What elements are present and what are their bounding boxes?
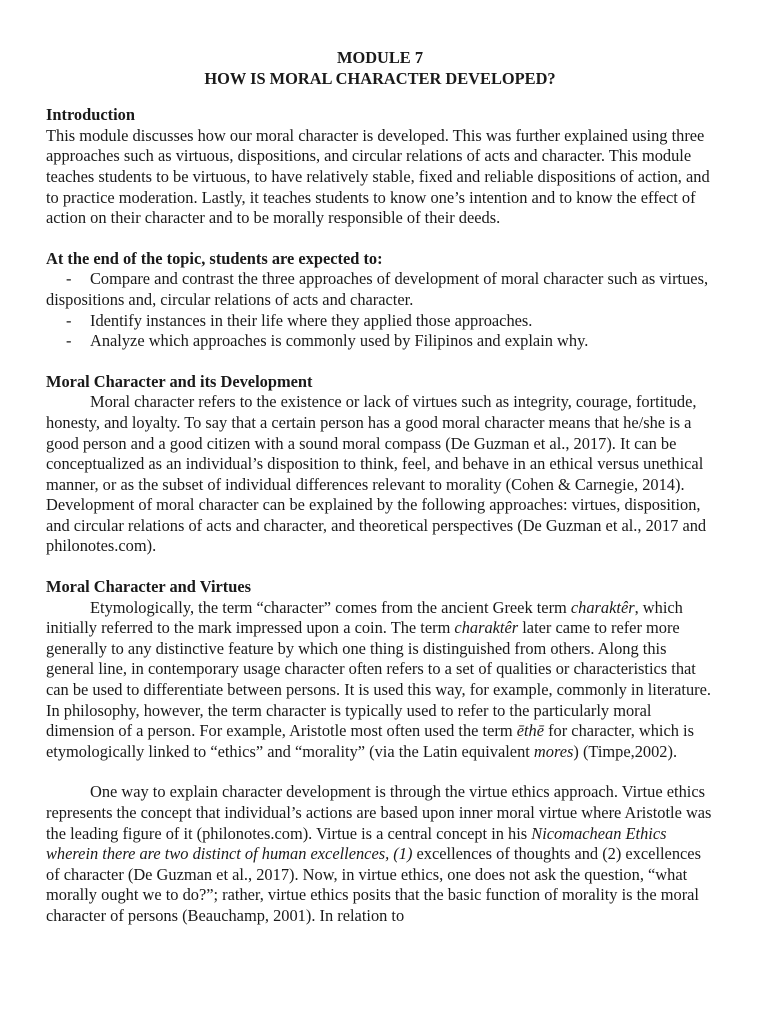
moral-character-text: Moral character refers to the existence or lack of virtues such as integrity, courage, fortitude, honesty, and loyalty. To say that a certain person has a good moral character means that he/she is a good person and a good citizen with a sound moral compass (De Guzman et al., 2017). It can be conceptualized as an individual’s disposition to think, feel, and behave in an ethical versus unethical manner, or as the subset of individual differences relevant to morality (Cohen & Carnegie, 2014). Development of moral character can be explained by the following approaches: virtues, disposition, and circular relations of acts and character, and theoretical perspectives (De Guzman et al., 2017 and philonotes.com). bbox=[46, 392, 707, 556]
dash-bullet: - bbox=[66, 310, 72, 330]
module-title: HOW IS MORAL CHARACTER DEVELOPED? bbox=[204, 68, 556, 88]
virtue-ethics-section bbox=[46, 782, 714, 926]
module-number: MODULE 7 bbox=[336, 48, 424, 67]
objective-item: - Identify instances in their life where they applied those approaches. bbox=[66, 310, 533, 330]
dash-bullet: - bbox=[66, 269, 72, 289]
introduction-text: This module discusses how our moral character is developed. This was further explained using three approaches such as virtuous, dispositions, and circular relations of acts and character. This module teaches students to be virtuous, to have relatively stable, fixed and reliable dispositions of action, and to practice moderation. Lastly, it teaches students to know one’s intention and to know the effect of action on their character and to be morally responsible of their deeds. bbox=[46, 125, 710, 228]
virtues-paragraph-1: Etymologically, the term “character” comes from the ancient Greek term charaktêr, which initially referred to the mark impressed upon a coin. The term charaktêr later came to refer more generally to any distinctive feature by which one thing is distinguished from others. Along this general line, in contemporary usage character often refers to a set of qualities or characteristics that can be used to differentiate between persons. It is used this way, for example, commonly in literature. In philosophy, however, the term character is typically used to refer to the particularly moral dimension of a person. For example, Aristotle most often used the term ēthē for character, which is etymologically linked to “ethics” and “morality” (via the Latin equivalent mores) (Timpe,2002). bbox=[46, 597, 711, 761]
objectives-section bbox=[46, 249, 714, 352]
introduction-section bbox=[46, 105, 714, 229]
dash-bullet: - bbox=[66, 331, 72, 351]
objective-item: - Compare and contrast the three approaches of development of moral character such as virtues, dispositions and, circular relations of acts and character. bbox=[46, 269, 709, 309]
virtues-heading: Moral Character and Virtues bbox=[46, 577, 252, 597]
virtues-section bbox=[46, 577, 714, 762]
objectives-heading: At the end of the topic, students are expected to: bbox=[46, 248, 383, 268]
moral-character-heading: Moral Character and its Development bbox=[46, 371, 313, 391]
title-block bbox=[46, 48, 714, 89]
moral-character-section bbox=[46, 372, 714, 557]
virtues-paragraph-2: One way to explain character development is through the virtue ethics approach. Virtue ethics represents the concept that individual’s actions are based upon inner moral virtue where Aristotle was the leading figure of it (philonotes.com). Virtue is a central concept in his Nicomachean Ethics wherein there are two distinct of human excellences, (1) excellences of thoughts and (2) excellences of character (De Guzman et al., 2017). Now, in virtue ethics, one does not ask the question, “what morally ought we to do?”; rather, virtue ethics posits that the basic function of morality is the moral character of persons (Beauchamp, 2001). In relation to bbox=[46, 782, 712, 925]
objective-item: - Analyze which approaches is commonly used by Filipinos and explain why. bbox=[66, 331, 589, 351]
objectives-list bbox=[46, 269, 714, 351]
introduction-heading: Introduction bbox=[46, 105, 135, 125]
